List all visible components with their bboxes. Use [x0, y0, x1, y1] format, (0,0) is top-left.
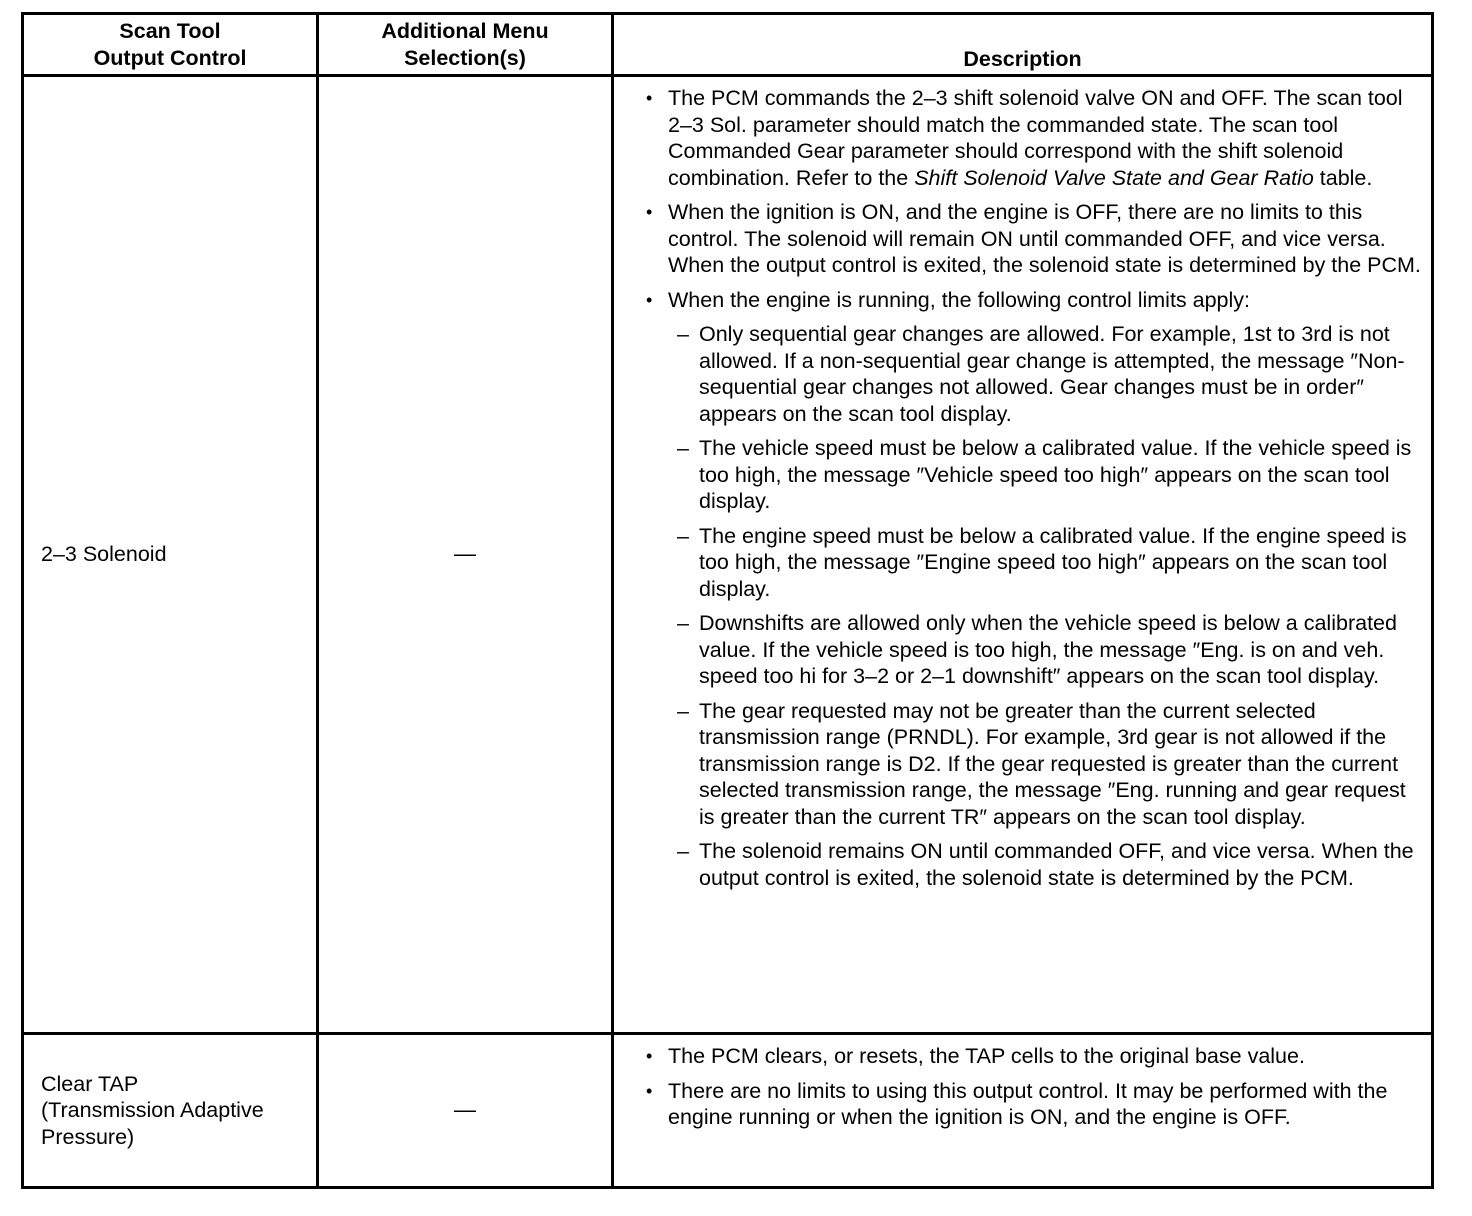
sub-item-text: The solenoid remains ON until commanded OFF, and vice versa. When the output control is exited, the solenoid state is determined by the PCM.: [699, 839, 1414, 890]
sub-item: [668, 523, 1423, 603]
bullet-icon: •: [646, 289, 653, 310]
bullet-item: [622, 287, 1423, 892]
table-row: [23, 76, 1433, 1034]
header-line: Output Control: [93, 45, 247, 70]
header-description: Description: [613, 14, 1433, 76]
control-line: (Transmission Adaptive: [41, 1098, 264, 1123]
table-reference: Shift Solenoid Valve State and Gear Ratio: [914, 165, 1314, 190]
bullet-text: There are no limits to using this output control. It may be performed with the engine running or when the ignition is ON, and the engine is OFF.: [668, 1078, 1388, 1129]
bullet-item: [622, 1043, 1423, 1070]
bullet-text: When the ignition is ON, and the engine is OFF, there are no limits to this control. The solenoid will remain ON until commanded OFF, and vice versa. When the output control is exited, the solenoid state is determined by the PCM.: [668, 200, 1421, 277]
header-line: Scan Tool: [119, 19, 221, 43]
bullet-icon: •: [646, 88, 653, 108]
sub-item: [668, 610, 1423, 690]
dash-icon: –: [677, 523, 689, 548]
sub-item: [668, 321, 1423, 427]
sub-item-text: Only sequential gear changes are allowed. For example, 1st to 3rd is not allowed. If a non-sequential gear change is attempted, the message ″Non-sequential gear changes not allowed. Gear changes must be in order″ appears on the scan tool display.: [699, 322, 1405, 426]
dash-icon: –: [677, 611, 689, 635]
dash-icon: –: [677, 839, 689, 863]
control-line: Pressure): [41, 1124, 135, 1149]
menu-selection-cell: —: [318, 1034, 613, 1188]
sub-item-text: The gear requested may not be greater than the current selected transmission range (PRNDL). For example, 3rd gear is not allowed if the transmission range is D2. If the gear requested is greater than the current selected transmission range, the message ″Eng. running and gear request is greater than the current TR″ appears on the scan tool display.: [699, 698, 1406, 829]
bullet-text: The PCM clears, or resets, the TAP cells to the original base value.: [668, 1044, 1305, 1068]
sub-item-text: The engine speed must be below a calibrated value. If the engine speed is too high, the message ″Engine speed too high″ appears on the scan tool display.: [699, 523, 1407, 601]
bullet-list: [622, 1043, 1423, 1131]
sub-item: [668, 435, 1423, 515]
sub-list: [668, 321, 1423, 891]
header-scan-tool-output-control: [23, 14, 318, 76]
bullet-list: [622, 85, 1423, 891]
control-line: Clear TAP: [41, 1071, 139, 1096]
bullet-icon: •: [646, 1080, 653, 1101]
sub-item: [668, 838, 1423, 891]
dash-icon: –: [677, 698, 689, 723]
output-control-table: [21, 12, 1434, 1189]
header-row: [23, 14, 1433, 76]
menu-selection-cell: —: [318, 76, 613, 1034]
sub-item-text: The vehicle speed must be below a calibrated value. If the vehicle speed is too high, the message ″Vehicle speed too high″ appears on the scan tool display.: [699, 436, 1412, 513]
header-line: Selection(s): [404, 45, 526, 70]
bullet-item: [622, 85, 1423, 191]
sub-item: [668, 698, 1423, 831]
dash-icon: –: [677, 322, 689, 346]
bullet-item: [622, 199, 1423, 279]
bullet-item: [622, 1078, 1423, 1131]
output-control-cell: [23, 1034, 318, 1188]
dash-icon: –: [677, 436, 689, 460]
bullet-icon: •: [646, 1046, 653, 1066]
header-additional-menu-selections: [318, 14, 613, 76]
bullet-text-end: table.: [1313, 165, 1373, 190]
bullet-text: When the engine is running, the following control limits apply:: [668, 287, 1251, 312]
table-row: [23, 1034, 1433, 1188]
description-cell: [613, 1034, 1433, 1188]
output-control-cell: 2–3 Solenoid: [23, 76, 318, 1034]
bullet-text: The PCM commands the 2–3 shift solenoid valve ON and OFF. The scan tool 2–3 Sol. parameter should match the commanded state. The scan tool Commanded Gear parameter should correspond with the shift solenoid combination. Refer to the: [668, 86, 1403, 190]
description-cell: [613, 76, 1433, 1034]
header-line: Additional Menu: [381, 19, 549, 43]
sub-item-text: Downshifts are allowed only when the vehicle speed is below a calibrated value. If the vehicle speed is too high, the message ″Eng. is on and veh. speed too hi for 3–2 or 2–1 downshift″ appears on the scan tool display.: [699, 611, 1397, 688]
bullet-icon: •: [646, 202, 653, 222]
